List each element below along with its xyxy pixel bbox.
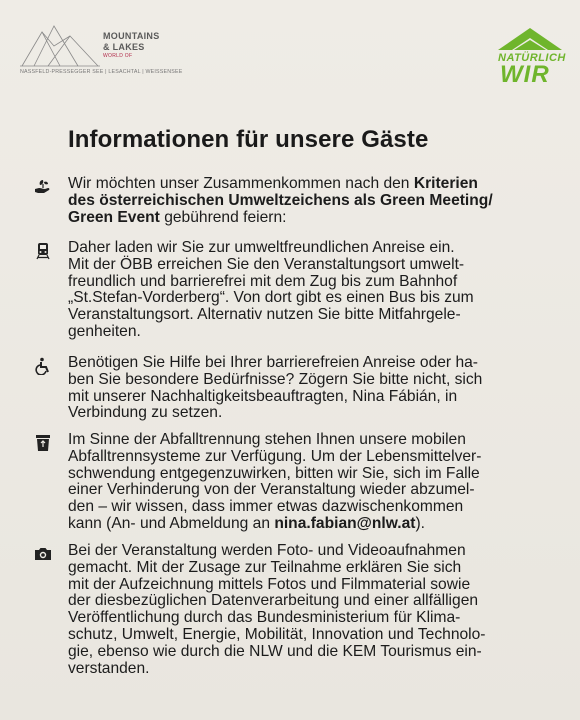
brand-line-3: WORLD OF (103, 53, 133, 59)
badge-line-2: WIR (500, 61, 550, 88)
page-title: Informationen für unsere Gäste (68, 126, 429, 153)
s4-line: Im Sinne der Abfalltrennung stehen Ihnen unsere mobilen (68, 431, 466, 448)
train-icon (34, 242, 52, 260)
mountain-lines-icon (20, 22, 102, 68)
s5-line: gemacht. Mit der Zusage zur Teilnahme erklären Sie sich (68, 558, 462, 576)
s3-line: mit unserer Nachhaltigkeitsbeauftragten, Nina Fábián, in (68, 387, 458, 405)
s1-line1a: Wir möchten unser Zusammenkommen nach den (68, 175, 414, 192)
brand-line-1: MOUNTAINS (103, 31, 160, 41)
s5-line: mit der Aufzeichnung mittels Fotos und Filmmaterial sowie (68, 575, 471, 593)
badge-line-1: NATÜRLICH (498, 52, 566, 64)
s2-line: „St.Stefan-Vorderberg“. Von dort gibt es einen Bus bis zum (68, 289, 474, 307)
s1-line2: des österreichischen Umweltzeichens als Green Meeting/ (68, 191, 493, 209)
s2-line: genheiten. (68, 322, 141, 340)
section-green-meeting (68, 176, 558, 226)
section-accessibility (68, 355, 558, 422)
mountains-lakes-logo (20, 22, 185, 82)
s1-line3b: gebührend feiern: (159, 208, 287, 226)
wheelchair-icon (34, 357, 52, 375)
s3-line: Verbindung zu setzen. (68, 404, 223, 422)
brand-line-2: & LAKES (103, 42, 145, 52)
s1-line3a: Green Event (68, 208, 160, 226)
brand-subtitle: NASSFELD-PRESSEGGER SEE | LESACHTAL | WEISSENSEE (20, 69, 183, 75)
s2-line: Veranstaltungsort. Alternativ nutzen Sie bitte Mitfahrgele- (68, 306, 461, 324)
s3-line: ben Sie besondere Bedürfnisse? Zögern Sie bitte nicht, sich (68, 370, 483, 388)
s5-line: Veröffentlichung durch das Bundesministerium für Klima- (68, 609, 461, 627)
s2-line: Mit der ÖBB erreichen Sie den Veranstaltungsort umwelt- (68, 255, 465, 273)
s5-line: schutz, Umwelt, Energie, Mobilität, Innovation und Technolo- (68, 625, 486, 643)
green-roof-icon (488, 24, 568, 54)
s5-line: verstanden. (68, 659, 150, 677)
section-waste (68, 432, 558, 533)
s4-last-suffix: ). (415, 514, 425, 532)
s3-line: Benötigen Sie Hilfe bei Ihrer barrierefreien Anreise oder ha- (68, 354, 478, 371)
s4-line: Abfalltrennsysteme zur Verfügung. Um der Lebensmittelver- (68, 447, 482, 465)
section-photo-consent (68, 543, 558, 677)
s4-line: schwendung entgegenzuwirken, bitten wir Sie, sich im Falle (68, 464, 480, 482)
camera-icon (34, 545, 52, 563)
s1-line1b: Kriterien (413, 175, 478, 192)
hand-plant-icon (34, 178, 52, 196)
section-arrival (68, 240, 558, 341)
s4-last-prefix: kann (An- und Abmeldung an (68, 514, 275, 532)
s5-line: der diesbezüglichen Datenverarbeitung und einer allfälligen (68, 592, 479, 610)
s2-line: Daher laden wir Sie zur umweltfreundlichen Anreise ein. (68, 239, 455, 256)
s5-line: gie, ebenso wie durch die NLW und die KEM Tourismus ein- (68, 642, 482, 660)
s4-line: den – wir wissen, dass immer etwas dazwischenkommen (68, 498, 464, 516)
s2-line: freundlich und barrierefrei mit dem Zug bis zum Bahnhof (68, 272, 458, 290)
contact-email-link[interactable]: nina.fabian@nlw.at (274, 514, 416, 532)
recycle-bin-icon (34, 434, 52, 452)
s5-line: Bei der Veranstaltung werden Foto- und Videoaufnahmen (68, 542, 466, 559)
natuerlich-wir-logo (488, 24, 568, 88)
s4-line: einer Verhinderung von der Veranstaltung wieder abzumel- (68, 481, 475, 499)
